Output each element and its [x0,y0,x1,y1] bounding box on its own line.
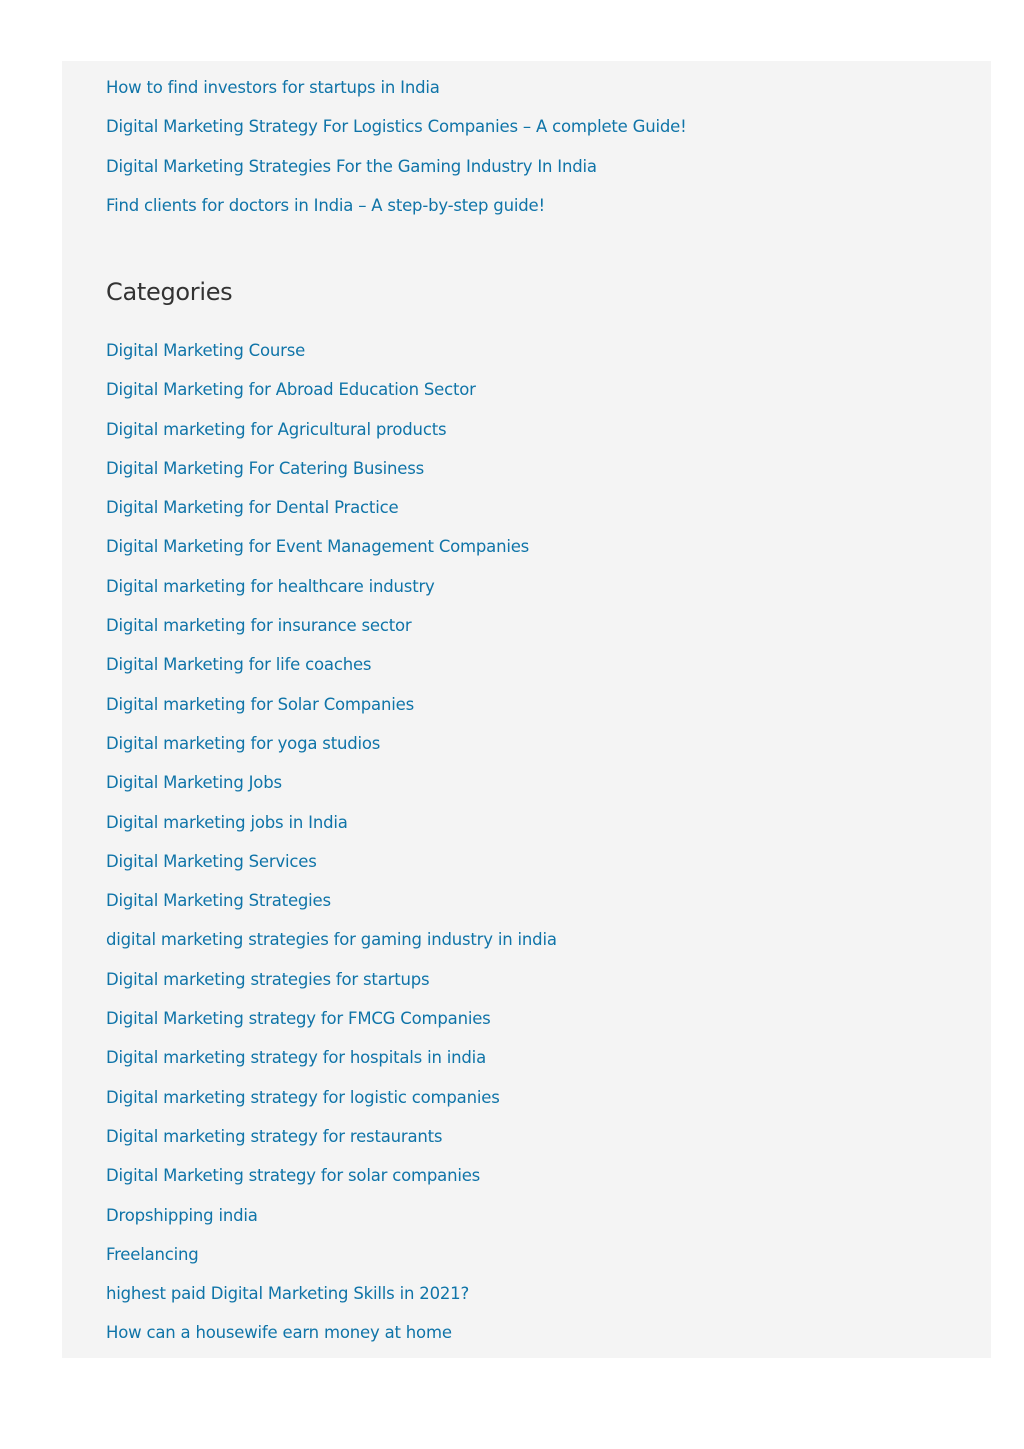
category-link[interactable]: Digital marketing for insurance sector [106,616,412,636]
list-item [106,1126,557,1165]
category-link[interactable]: Digital marketing strategies for startups [106,969,430,989]
category-link[interactable]: Dropshipping india [106,1205,258,1225]
list-item [106,1205,557,1244]
list-item [106,1008,557,1047]
list-item [106,379,557,418]
category-link[interactable]: Digital Marketing for life coaches [106,655,372,675]
category-link[interactable]: Digital marketing for Solar Companies [106,694,414,714]
category-link[interactable]: Digital marketing for yoga studios [106,733,381,753]
categories-heading: Categories [106,278,233,306]
list-item [106,195,687,234]
recent-post-link[interactable]: Digital Marketing Strategies For the Gaming Industry In India [106,156,597,176]
category-link[interactable]: Digital marketing for healthcare industry [106,576,435,596]
recent-post-link[interactable]: How to find investors for startups in India [106,78,440,97]
category-link[interactable]: Digital Marketing strategy for FMCG Companies [106,1009,491,1029]
category-link[interactable]: Digital marketing strategy for logistic companies [106,1087,500,1107]
list-item [106,340,557,379]
category-link[interactable]: Digital Marketing Jobs [106,773,282,793]
recent-post-link[interactable]: Find clients for doctors in India – A step-by-step guide! [106,195,545,215]
category-link[interactable]: Digital Marketing for Abroad Education Sector [106,380,476,400]
list-item [106,1283,557,1322]
list-item [106,497,557,536]
list-item [106,969,557,1008]
category-link[interactable]: highest paid Digital Marketing Skills in 2021? [106,1284,470,1304]
category-link[interactable]: digital marketing strategies for gaming industry in india [106,930,557,950]
list-item [106,1087,557,1126]
categories-list [106,340,557,1362]
list-item [106,772,557,811]
list-item [106,1165,557,1204]
list-item [106,77,687,116]
category-link[interactable]: Digital marketing for Agricultural products [106,419,447,439]
list-item [106,615,557,654]
category-link[interactable]: Digital Marketing For Catering Business [106,458,425,478]
category-link[interactable]: Digital Marketing for Dental Practice [106,498,399,518]
category-link[interactable]: How can a housewife earn money at home [106,1323,452,1343]
list-item [106,1047,557,1086]
list-item [106,694,557,733]
list-item [106,576,557,615]
list-item [106,929,557,968]
list-item [106,851,557,890]
category-link[interactable]: Digital Marketing for Event Management Companies [106,537,530,557]
sidebar-widget-panel [62,61,991,1358]
list-item [106,654,557,693]
list-item [106,1244,557,1283]
list-item [106,890,557,929]
category-link[interactable]: Digital Marketing Strategies [106,891,331,911]
recent-post-link[interactable]: Digital Marketing Strategy For Logistics Companies – A complete Guide! [106,117,687,137]
category-link[interactable]: Freelancing [106,1244,199,1264]
list-item [106,812,557,851]
list-item [106,733,557,772]
category-link[interactable]: Digital marketing jobs in India [106,812,348,832]
list-item [106,458,557,497]
list-item [106,156,687,195]
category-link[interactable]: Digital Marketing Course [106,341,306,360]
recent-posts-list [106,77,687,234]
list-item [106,419,557,458]
category-link[interactable]: Digital marketing strategy for restaurants [106,1126,443,1146]
list-item [106,536,557,575]
list-item [106,116,687,155]
category-link[interactable]: Digital Marketing Services [106,851,317,871]
category-link[interactable]: Digital Marketing strategy for solar companies [106,1166,481,1186]
list-item [106,1322,557,1361]
category-link[interactable]: Digital marketing strategy for hospitals in india [106,1048,486,1068]
